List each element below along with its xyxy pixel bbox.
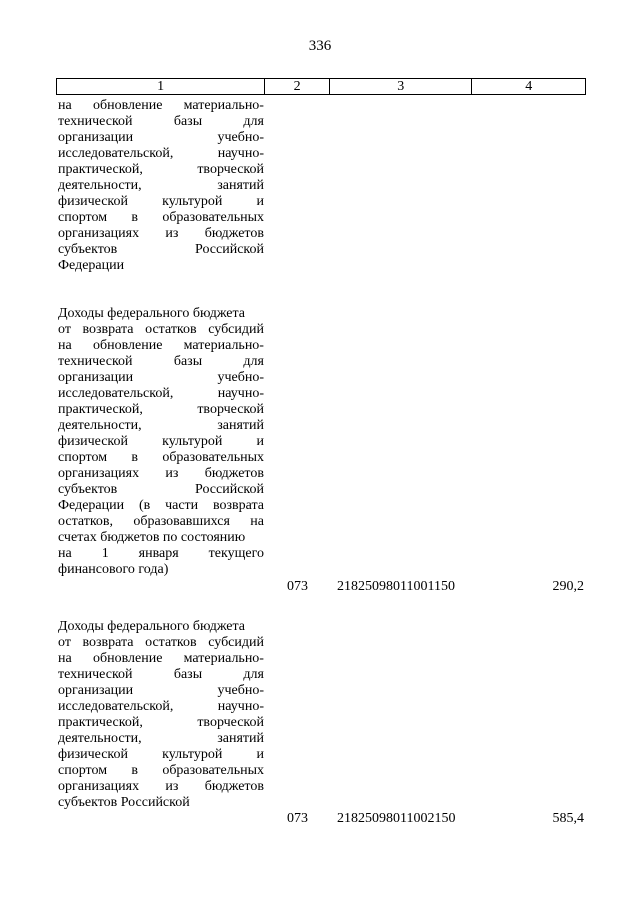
word: материально- xyxy=(183,651,264,666)
word: (в xyxy=(138,498,151,513)
description-line xyxy=(58,731,264,747)
description-line xyxy=(58,667,264,683)
header-col-4: 4 xyxy=(525,79,533,94)
description-line xyxy=(58,482,264,498)
word: культурой xyxy=(162,194,223,209)
word: обновление xyxy=(92,651,163,666)
row-2-amount: 585,4 xyxy=(552,811,584,826)
word: базы xyxy=(173,667,203,682)
description-line xyxy=(58,162,264,178)
word: учебно- xyxy=(217,370,264,385)
description-line xyxy=(58,651,264,667)
word: возврата xyxy=(82,635,134,650)
description-line xyxy=(58,322,264,338)
word: научно- xyxy=(217,386,264,401)
description-line xyxy=(58,635,264,651)
word: и xyxy=(256,194,264,209)
word: обновление xyxy=(92,98,163,113)
word: учебно- xyxy=(217,130,264,145)
word: и xyxy=(256,747,264,762)
word: остатков xyxy=(145,322,197,337)
word: текущего xyxy=(208,546,264,561)
table-header xyxy=(56,78,586,95)
word: технической xyxy=(58,667,133,682)
description-line xyxy=(58,546,264,562)
word: части xyxy=(165,498,199,513)
word: занятий xyxy=(217,418,264,433)
row-1-admin-code: 073 xyxy=(287,579,308,594)
row-2-kbk: 21825098011002150 xyxy=(337,811,456,826)
header-col-2: 2 xyxy=(265,79,330,94)
word: технической xyxy=(58,354,133,369)
word: организациях xyxy=(58,226,140,241)
description-line xyxy=(58,619,264,635)
word: учебно- xyxy=(217,683,264,698)
description-line xyxy=(58,354,264,370)
row-1-description xyxy=(58,306,264,578)
word: спортом xyxy=(58,763,108,778)
word: материально- xyxy=(183,98,264,113)
word: на xyxy=(58,546,72,561)
word: финансового года) xyxy=(58,562,169,577)
description-line xyxy=(58,763,264,779)
word: практической, xyxy=(58,402,143,417)
description-line xyxy=(58,210,264,226)
row-1-amount: 290,2 xyxy=(552,579,584,594)
description-line xyxy=(58,338,264,354)
description-line xyxy=(58,795,264,811)
row-2-admin-code: 073 xyxy=(287,811,308,826)
description-line xyxy=(58,498,264,514)
word: организациях xyxy=(58,779,140,794)
word: Российской xyxy=(120,795,190,810)
word: технической xyxy=(58,114,133,129)
description-line xyxy=(58,434,264,450)
description-line xyxy=(58,226,264,242)
word: обновление xyxy=(92,338,163,353)
word: творческой xyxy=(197,162,264,177)
word: в xyxy=(131,210,138,225)
word: творческой xyxy=(197,402,264,417)
description-line xyxy=(58,779,264,795)
word: исследовательской, xyxy=(58,699,174,714)
word: 1 xyxy=(101,546,109,561)
description-line xyxy=(58,514,264,530)
row-0-description xyxy=(58,98,264,274)
page-number: 336 xyxy=(308,38,332,54)
word: базы xyxy=(173,114,203,129)
description-line xyxy=(58,114,264,130)
word: организации xyxy=(58,370,134,385)
description-line xyxy=(58,747,264,763)
word: от xyxy=(58,322,71,337)
description-line xyxy=(58,683,264,699)
description-line xyxy=(58,530,264,546)
word: из xyxy=(165,226,179,241)
word: физической xyxy=(58,194,128,209)
word: деятельности, xyxy=(58,731,142,746)
word: остатков xyxy=(145,635,197,650)
description-line xyxy=(58,418,264,434)
word: организации xyxy=(58,683,134,698)
word: для xyxy=(243,354,264,369)
description-line xyxy=(58,242,264,258)
word: субъектов xyxy=(58,795,118,810)
word: культурой xyxy=(162,434,223,449)
word: для xyxy=(243,667,264,682)
word: образовательных xyxy=(162,210,264,225)
word: образовавшихся xyxy=(133,514,230,529)
word: занятий xyxy=(217,731,264,746)
word: бюджетов xyxy=(204,779,264,794)
word: в xyxy=(131,763,138,778)
description-line xyxy=(58,130,264,146)
word: Российской xyxy=(195,482,264,497)
description-line xyxy=(58,98,264,114)
word: на xyxy=(58,98,72,113)
word: бюджетов xyxy=(204,226,264,241)
description-line xyxy=(58,146,264,162)
word: от xyxy=(58,635,71,650)
word: на xyxy=(58,338,72,353)
description-line xyxy=(58,258,264,274)
word: Федерации xyxy=(58,258,125,273)
description-line xyxy=(58,715,264,731)
word: субъектов xyxy=(58,242,118,257)
description-line xyxy=(58,370,264,386)
word: практической, xyxy=(58,162,143,177)
word: научно- xyxy=(217,699,264,714)
word: деятельности, xyxy=(58,418,142,433)
word: и xyxy=(256,434,264,449)
row-2-description xyxy=(58,619,264,811)
header-col-1: 1 xyxy=(57,79,265,94)
word: организациях xyxy=(58,466,140,481)
description-line xyxy=(58,402,264,418)
word: на xyxy=(250,514,264,529)
word: бюджетов xyxy=(204,466,264,481)
description-line xyxy=(58,450,264,466)
word: остатков, xyxy=(58,514,114,529)
word: из xyxy=(165,779,179,794)
word: субсидий xyxy=(208,322,264,337)
word: Федерации xyxy=(58,498,125,513)
word: Доходы федерального бюджета xyxy=(58,306,246,321)
word: организации xyxy=(58,130,134,145)
description-line xyxy=(58,466,264,482)
word: возврата xyxy=(212,498,264,513)
word: базы xyxy=(173,354,203,369)
word: исследовательской, xyxy=(58,146,174,161)
word: Российской xyxy=(195,242,264,257)
word: деятельности, xyxy=(58,178,142,193)
word: января xyxy=(138,546,179,561)
word: практической, xyxy=(58,715,143,730)
word: субъектов xyxy=(58,482,118,497)
word: Доходы федерального бюджета xyxy=(58,619,246,634)
word: материально- xyxy=(183,338,264,353)
word: спортом xyxy=(58,450,108,465)
word: для xyxy=(243,114,264,129)
description-line xyxy=(58,194,264,210)
word: культурой xyxy=(162,747,223,762)
word: счетах бюджетов по состоянию xyxy=(58,530,246,545)
word: из xyxy=(165,466,179,481)
word: физической xyxy=(58,747,128,762)
word: субсидий xyxy=(208,635,264,650)
word: физической xyxy=(58,434,128,449)
description-line xyxy=(58,386,264,402)
description-line xyxy=(58,699,264,715)
header-col-3: 3 xyxy=(330,79,472,94)
word: исследовательской, xyxy=(58,386,174,401)
word: на xyxy=(58,651,72,666)
description-line xyxy=(58,306,264,322)
word: занятий xyxy=(217,178,264,193)
word: творческой xyxy=(197,715,264,730)
row-1-kbk: 21825098011001150 xyxy=(337,579,455,594)
word: возврата xyxy=(82,322,134,337)
word: в xyxy=(131,450,138,465)
description-line xyxy=(58,178,264,194)
description-line xyxy=(58,562,264,578)
word: образовательных xyxy=(162,763,264,778)
word: образовательных xyxy=(162,450,264,465)
word: научно- xyxy=(217,146,264,161)
word: спортом xyxy=(58,210,108,225)
